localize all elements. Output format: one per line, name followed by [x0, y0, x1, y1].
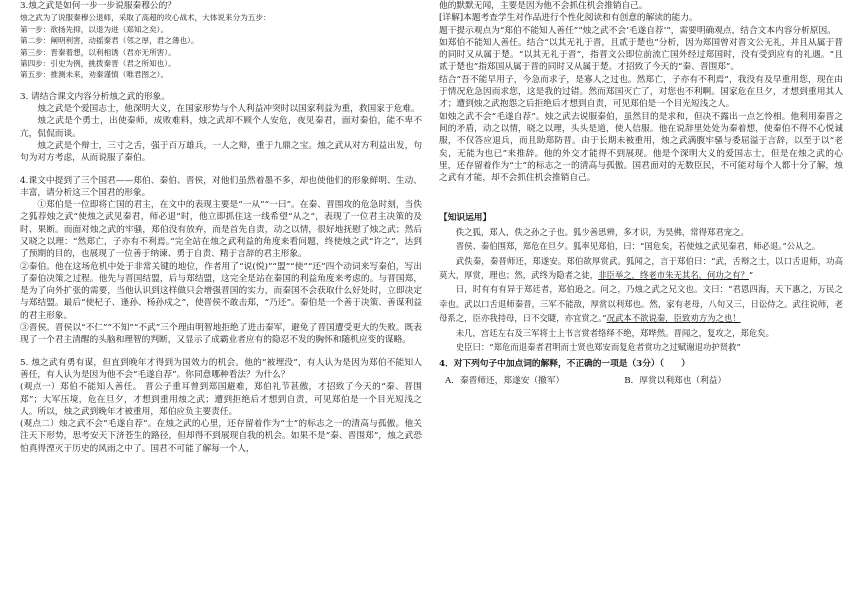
knowledge-para: [439, 254, 843, 283]
knowledge-section: [439, 212, 843, 387]
q3-step: 第五步：推测未来，劝秦谨慎（唯君图之）。: [20, 70, 169, 80]
q3b-para: 烛之武是个辩士，三寸之舌，强于百万雄兵，一人之辩，重于九鼎之宝。烛之武从对方利益出发，句句为对方考虑，从而说服了秦伯。: [20, 140, 422, 164]
q4-para: ①郑伯是一位即将亡国的君主，在文中的表现主要是“一从”“一曰”。在秦、晋围攻的危急时刻，当佚之狐荐烛之武“使烛之武见秦君，师必退”时，他立即抓住这一线希望“从之”，表现了一位君主决策的及时、果断。而面对烛之武的牢骚，郑伯没有放弃，而是首先自责，动之以情，很好地抚慰了烛之武；然后又晓之以理：“然郑亡，子亦有不利焉。”完全站在烛之武利益的角度来看问题，终使烛之武“许之”，达到了预期的目的，也展现了一位善于纳谏、勇于自责、精于言辞的君主形象。: [20, 200, 422, 260]
option-b: B．厚赏以利郑也（利益）: [624, 375, 727, 386]
analysis-para: 如烛之武不会“毛遂自荐”。烛之武去说服秦伯，虽然目的是求和，但决不露出一点乞怜相。他利用秦晋之间的矛盾，动之以情，晓之以理，头头是道，使人信服。他在说辞里处处为秦着想，使秦伯不得不心悦诚服，不仅答应退兵，而且助郑防晋。由于长期未被重用，烛之武满腹牢骚与委屈溢于言辞，以至于以“老矣，无能为也已”来推辞。他的外交才能得不到展现。他是个深明大义的爱国志士，但是在烛之武的心里，还存留着作为“士”的标志之一的清高与孤傲。国君面对的无数臣民，不可能对每个人都十分了解，烛之武有才能，却不会抓住机会推销自己。: [439, 111, 843, 184]
analysis-para: 题干提示观点为“郑伯不能知人善任”“烛之武不会‘毛遂自荐’”，需要明确观点，结合文本内容分析原因。: [439, 25, 836, 36]
q3b-para: 烛之武是个勇士，出使秦师，成败难料，烛之武却不顾个人安危，夜见秦君，面对秦伯，能不卑不亢，侃侃而谈。: [20, 116, 422, 139]
right-column: [439, 0, 843, 607]
q4-para: ③晋侯。晋侯以“不仁”“不知”“不武”三个理由明智地拒绝了进击秦军，避免了晋国遭受更大的失败。既表现了一个君主清醒的头脑和理智的判断，又显示了成霸业者应有的隐忍不发的胸怀和随机应变的谋略。: [20, 323, 422, 346]
knowledge-text: 武佚秦，秦晋师还，郑遂安。郑伯欲厚赏武。狐闻之，言于郑伯曰：“武，舌辩之士，以口舌退师，功高莫大，厚赏，理也；然，武终为隐者之徒，非臣举之，终老市朱无其名，何功之有？”: [439, 255, 843, 280]
q3-step: 第三步：晋秦着想，以利相诱（君亦无所害）。: [20, 47, 176, 57]
q3b-para: 烛之武是个爱国志士，他深明大义，在国家形势与个人利益冲突时以国家利益为重，救国家于危难。: [37, 104, 420, 115]
q5-title: 5. 烛之武有勇有谋，但直到晚年才得到为国效力的机会。他的“被埋没”，有人认为是因为郑伯不能知人善任，有人认为是因为他不会“毛遂自荐”。你同意哪种看法？为什么？: [20, 357, 422, 380]
q4-para: ②秦伯。他在这场危机中处于非常关键的地位，作者用了“说(悦)”“盟”“使”“还”四个动词来写秦伯，写出了秦伯决策之过程。他先与晋国结盟，后与郑结盟，这完全是站在秦国的利益角度来考虑的。与晋国郑，是为了向外扩张的需要，当他认识到这样做只会增强晋国的实力，而秦国不会获取什么好处时，立即决定与郑结盟。最后“使杞子、逢孙、杨孙戍之”，使晋侯不敢击郑，“乃还”。秦伯是一个善于决策、善谋利益的君主形象。: [20, 261, 422, 321]
knowledge-title: 【知识运用】: [439, 213, 492, 224]
left-column: [20, 0, 422, 607]
knowledge-para: 史臣曰：“郑危而退秦者君明而士贤也郑安而复危者赏功之过赋谢退功护贤救”: [455, 342, 741, 352]
knowledge-para: 晋侯、秦伯围郑，郑危在旦夕。狐率见郑伯，曰：“国危矣，若使烛之武见秦君，师必退。”公从之。: [455, 241, 821, 252]
q3-step: 第一步：欲扬先抑，以退为进（郑知之矣）。: [20, 24, 169, 34]
q3-step: 第四步：引史为例，挑拨秦晋（君之所知也）。: [20, 58, 176, 68]
q4-title: 4.课文中提到了三个国君——郑伯、秦伯、晋侯，对他们虽然着墨不多，却也使他们的形象鲜明、生动、丰富，请分析这三个国君的形象。: [20, 175, 422, 198]
q5-para: (观点二）烛之武不会“毛遂自荐”。在烛之武的心里，还存留着作为“士”的标志之一的清高与孤傲。他关注天下形势，思考安天下济苍生的路径，但却得不到展现自我的机会。如果不是“秦、晋围郑”，烛之武恐怕真得湮灭于历史的风雨之中了。国君不可能了解每一个人，: [20, 419, 422, 454]
knowledge-underline: 非臣举之，终老市朱无其名，何功之有？: [598, 269, 749, 280]
q3b-title: 3. 请结合课文内容分析烛之武的形象。: [20, 91, 171, 102]
option-a: A．秦晋师还，郑遂安（撤军）: [445, 375, 565, 386]
knowledge-underline-2: 况武本不欲说秦，臣致劝方为之也！: [606, 313, 741, 324]
q3-step: 第二步：阐明利害，动摇秦君（邻之厚，君之薄也）。: [20, 36, 199, 46]
q3-title: 3.烛之武是如何一步一步说服秦穆公的？: [20, 1, 176, 11]
q5-continuation: 他的默默无闻，主要是因为他不会抓住机会推销自己。: [439, 1, 648, 11]
analysis-para: [详解]本题考查学生对作品进行个性化阅读和有创意的解读的能力。: [439, 13, 698, 24]
analysis-para: 如郑伯不能知人善任。结合“以其无礼于晋，且贰于楚也”分析，因为郑国曾对晋文公无礼，并且从属于晋的同时又从属于楚。“以其无礼于晋”，指晋文公即位前流亡国外经过郑国时，没有受到应有的礼遇。“且贰于楚也”指郑国从属于晋的同时又从属于楚。才招致了今天的“秦、晋围郑”。: [439, 37, 843, 73]
analysis-para: 结合“吾不能早用子，今急而求子，是寡人之过也。然郑亡，子亦有不利焉”，我没有及早重用您，现在由于情况危急因而求您，这是我的过错。然而郑国灭亡了，对您也不利啊。国家危在旦夕，才想到重用其人才；遭到烛之武抱怨之后拒绝后才想到自责，可见郑伯是一个目光短浅之人。: [439, 74, 843, 110]
q3-intro: 烛之武为了说服秦穆公退师，采取了高超的攻心战术，大体说来分为五步：: [20, 13, 271, 23]
knowledge-para: 未几，宫廷左右及三军将士上书言赏者络绎不绝，郑哗然。晋闻之，复攻之，郑危矣。: [455, 327, 775, 338]
q5-para: (观点一）郑伯不能知人善任。 晋公子重耳曾到郑国避难，郑伯礼节甚傲，才招致了今天的“秦、晋围郑”；大军压境，危在旦夕，才想到重用烛之武；遭到拒绝后才想到自责，可见郑伯是一个目光短浅之人。所以，烛之武到晚年才被重用，郑伯应负主要责任。: [20, 382, 422, 417]
knowledge-para: [439, 282, 843, 325]
q4-options: [439, 375, 843, 387]
knowledge-para: 佚之狐，郑人，佚之孙之子也。狐少善思辨，多才识，为昊佛，常得郑君宠之。: [455, 226, 749, 237]
knowledge-text: 日，时有有有异于郑廷者，郑伯逊之。问之，乃烛之武之兄文也。文曰：“君恩四海，天下惠之，万民之幸也。武以口舌退师秦晋，三军不能敌，厚赏以利郑也。然，家有老母，八旬又三，日讼侍之。武往说师，老母系之，臣亦我持母，日不交睫，亦宜赏之。”: [439, 284, 843, 324]
q4-question: 4．对下列句子中加点词的解释，不正确的一项是（3分）（ ）: [439, 359, 690, 370]
